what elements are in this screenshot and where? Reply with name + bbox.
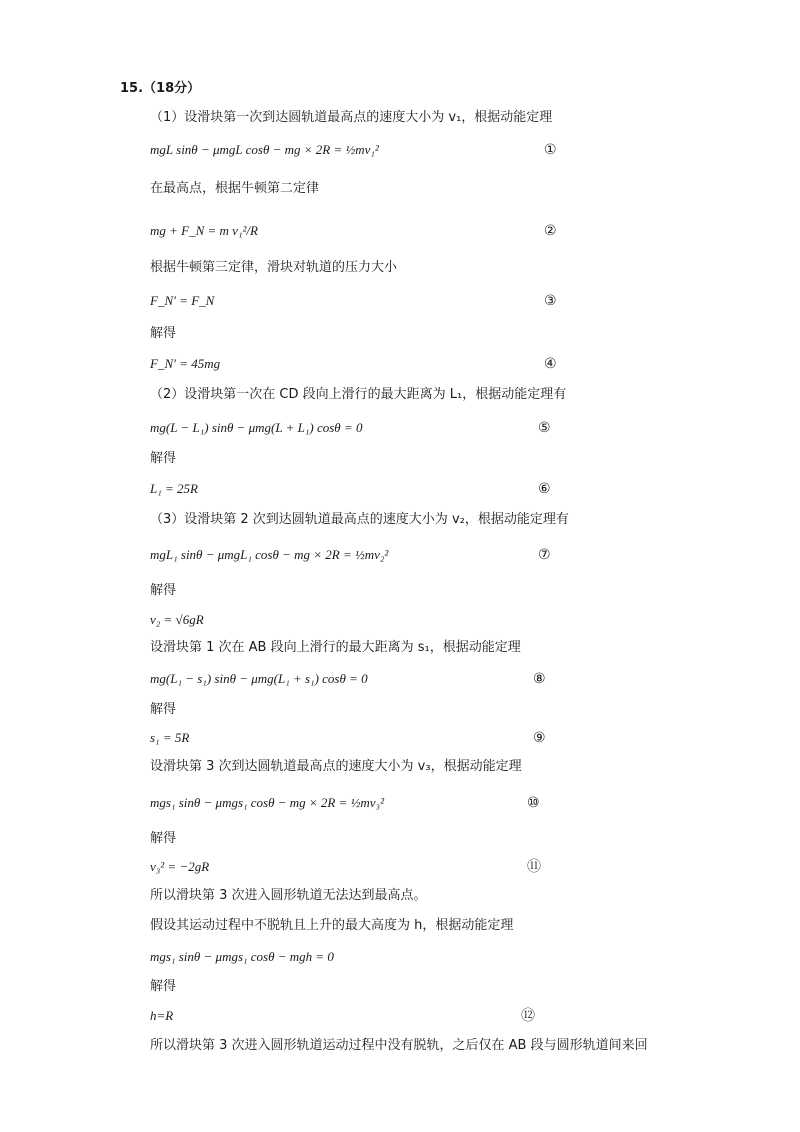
equation-6: L₁ = 25R [150, 481, 198, 496]
solve-label-6: 解得 [150, 979, 177, 994]
equation-4-marker: ④ [544, 356, 557, 372]
equation-11-marker: ⑩ [527, 795, 540, 811]
equation-7: mgL₁ sinθ − μmgL₁ cosθ − mg × 2R = ½mv₂² [150, 547, 389, 562]
equation-10-marker: ⑨ [533, 730, 546, 746]
part1-intro: （1）设滑块第一次到达圆轨道最高点的速度大小为 v₁，根据动能定理 [150, 110, 553, 125]
equation-12: v₃² = −2gR [150, 859, 210, 874]
equation-1-marker: ① [544, 142, 557, 158]
third-pass-text: 设滑块第 3 次到达圆轨道最高点的速度大小为 v₃，根据动能定理 [150, 759, 522, 774]
newton-second-law-text: 在最高点，根据牛顿第二定律 [150, 181, 320, 196]
part3-intro: （3）设滑块第 2 次到达圆轨道最高点的速度大小为 v₂，根据动能定理有 [150, 512, 569, 527]
solve-label-4: 解得 [150, 702, 177, 717]
equation-5-marker: ⑤ [538, 420, 551, 436]
equation-3-marker: ③ [544, 293, 557, 309]
equation-5: mg(L − L₁) sinθ − μmg(L + L₁) cosθ = 0 [150, 420, 363, 435]
equation-8: v₂ = √6gR [150, 612, 204, 627]
equation-4: F_N′ = 45mg [150, 356, 221, 371]
solve-label-3: 解得 [150, 583, 177, 598]
equation-14-marker: ⑫ [521, 1008, 535, 1024]
equation-14: h=R [150, 1008, 174, 1023]
equation-11: mgs₁ sinθ − μmgs₁ cosθ − mg × 2R = ½mv₃² [150, 795, 384, 810]
equation-3: F_N′ = F_N [150, 293, 215, 308]
equation-1: mgL sinθ − μmgL cosθ − mg × 2R = ½mv₁² [150, 142, 379, 157]
equation-9: mg(L₁ − s₁) sinθ − μmg(L₁ + s₁) cosθ = 0 [150, 671, 368, 686]
equation-10: s₁ = 5R [150, 730, 190, 745]
equation-7-marker: ⑦ [538, 547, 551, 563]
conclusion-text: 所以滑块第 3 次进入圆形轨道运动过程中没有脱轨，之后仅在 AB 段与圆形轨道间来回 [150, 1038, 648, 1053]
equation-2: mg + F_N = m v₁²/R [150, 223, 258, 238]
solve-label-2: 解得 [150, 451, 177, 466]
equation-13: mgs₁ sinθ − μmgs₁ cosθ − mgh = 0 [150, 949, 334, 964]
part2-intro: （2）设滑块第一次在 CD 段向上滑行的最大距离为 L₁，根据动能定理有 [150, 387, 567, 402]
equation-9-marker: ⑧ [533, 671, 546, 687]
assume-no-derail-text: 假设其运动过程中不脱轨且上升的最大高度为 h，根据动能定理 [150, 918, 514, 933]
ab-segment-text: 设滑块第 1 次在 AB 段向上滑行的最大距离为 s₁，根据动能定理 [150, 640, 521, 655]
equation-2-marker: ② [544, 223, 557, 239]
cannot-reach-top-text: 所以滑块第 3 次进入圆形轨道无法达到最高点。 [150, 888, 427, 903]
problem-title: 15.（18分） [120, 81, 201, 96]
solve-label-1: 解得 [150, 326, 177, 341]
newton-third-law-text: 根据牛顿第三定律，滑块对轨道的压力大小 [150, 260, 398, 275]
solve-label-5: 解得 [150, 831, 177, 846]
equation-12-marker: ⑪ [527, 859, 541, 875]
equation-6-marker: ⑥ [538, 481, 551, 497]
